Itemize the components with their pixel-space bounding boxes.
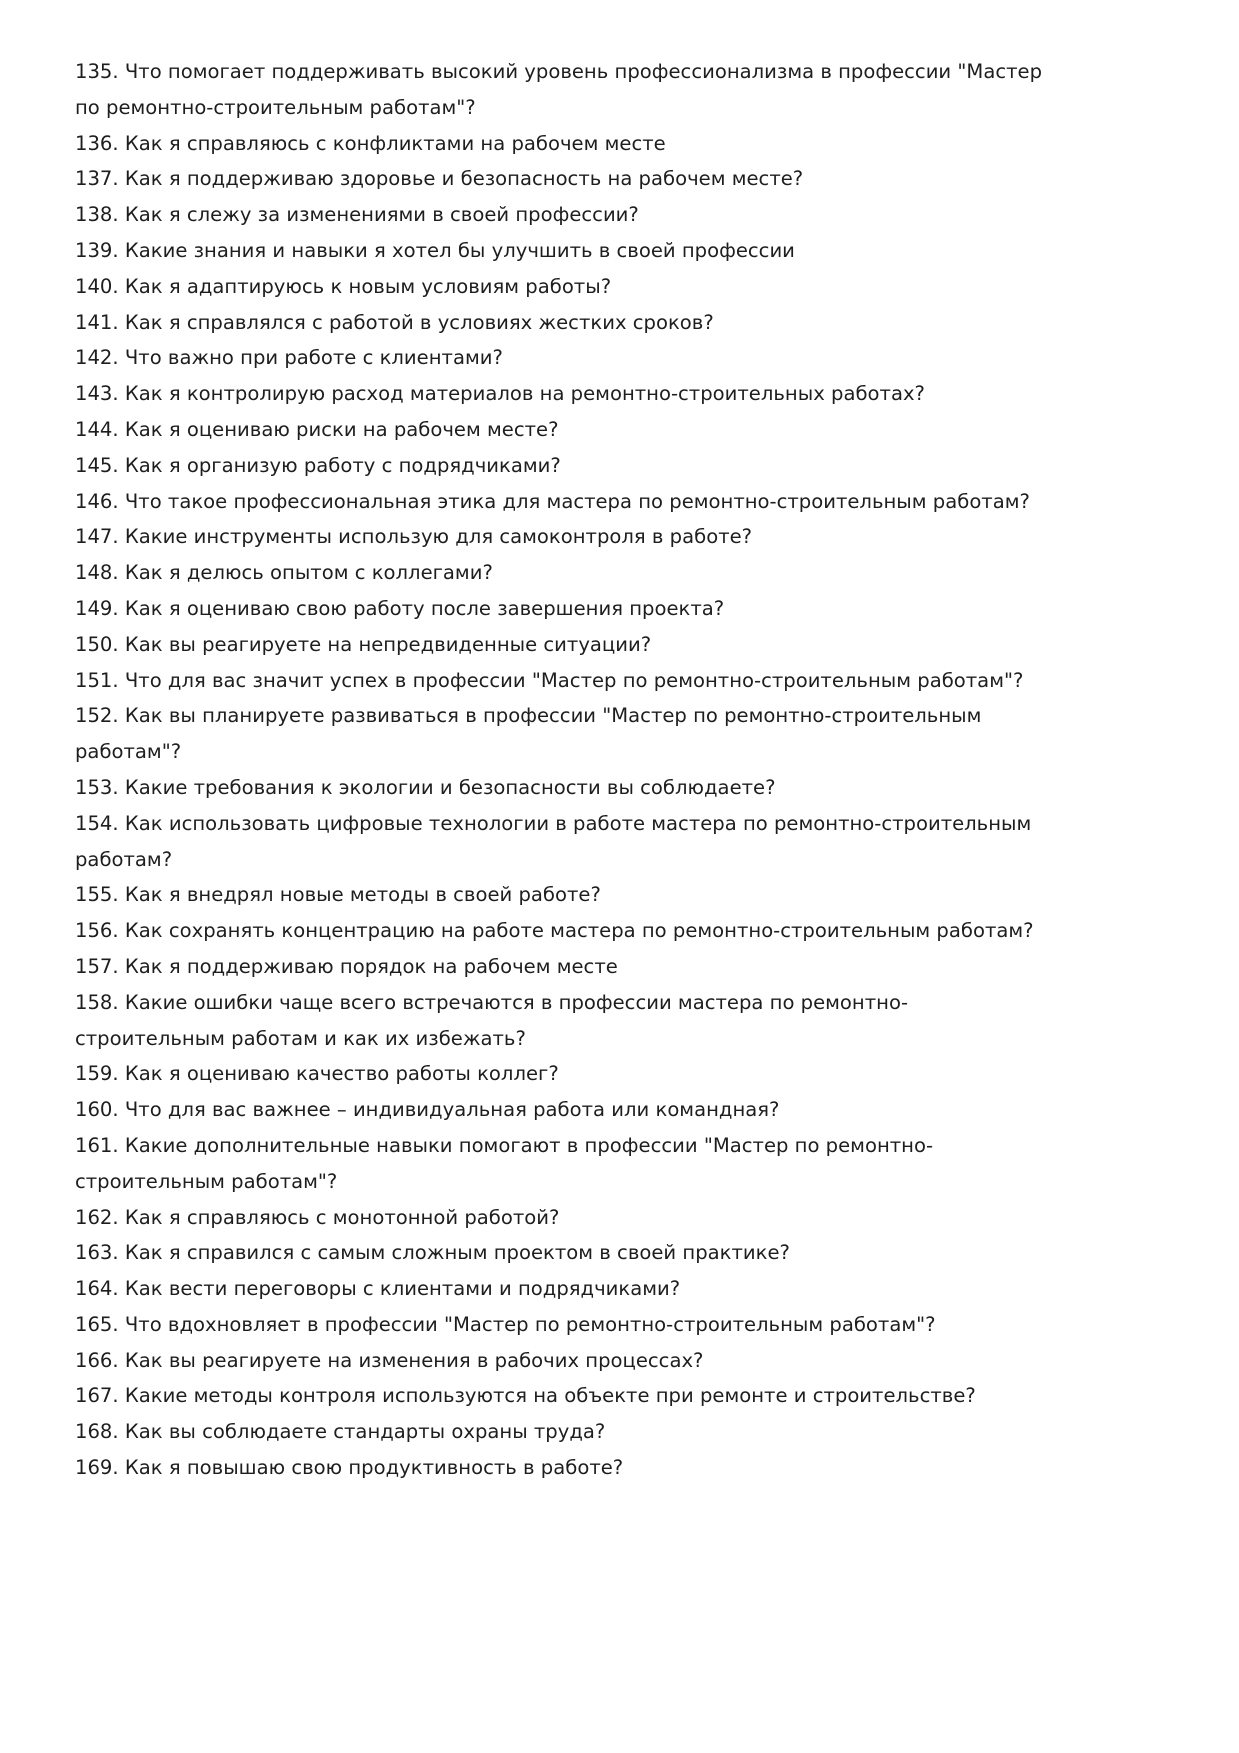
question-line: 161. Какие дополнительные навыки помогают в профессии "Мастер по ремонтно- xyxy=(75,1133,934,1157)
question-item xyxy=(75,1128,1042,1200)
question-item xyxy=(75,1092,1042,1128)
question-item xyxy=(75,126,1042,162)
question-line: 158. Какие ошибки чаще всего встречаются в профессии мастера по ремонтно- xyxy=(75,990,909,1014)
question-line: 136. Как я справляюсь с конфликтами на рабочем месте xyxy=(75,131,666,155)
question-line: 164. Как вести переговоры с клиентами и подрядчиками? xyxy=(75,1277,681,1301)
question-line: 148. Как я делюсь опытом с коллегами? xyxy=(75,561,493,585)
question-line: 157. Как я поддерживаю порядок на рабочем месте xyxy=(75,954,618,978)
question-item xyxy=(75,555,1042,591)
question-line: 160. Что для вас важнее – индивидуальная работа или командная? xyxy=(75,1098,780,1122)
question-line: 143. Как я контролирую расход материалов на ремонтно-строительных работах? xyxy=(75,382,925,406)
question-item xyxy=(75,340,1042,376)
question-item xyxy=(75,1235,1042,1271)
question-line: 144. Как я оцениваю риски на рабочем месте? xyxy=(75,417,559,441)
question-line: 167. Какие методы контроля используются на объекте при ремонте и строительстве? xyxy=(75,1384,976,1408)
question-line: работам? xyxy=(75,847,173,871)
question-line: 168. Как вы соблюдаете стандарты охраны труда? xyxy=(75,1420,606,1444)
question-line: 162. Как я справляюсь с монотонной работой? xyxy=(75,1205,560,1229)
question-item xyxy=(75,985,1042,1057)
question-item xyxy=(75,1307,1042,1343)
question-line: 165. Что вдохновляет в профессии "Мастер по ремонтно-строительным работам"? xyxy=(75,1312,936,1336)
question-item xyxy=(75,1414,1042,1450)
question-item xyxy=(75,913,1042,949)
question-item xyxy=(75,663,1042,699)
question-item xyxy=(75,233,1042,269)
question-line: 145. Как я организую работу с подрядчиками? xyxy=(75,453,561,477)
question-line: 135. Что помогает поддерживать высокий уровень профессионализма в профессии "Мастер xyxy=(75,60,1043,83)
question-line: 169. Как я повышаю свою продуктивность в работе? xyxy=(75,1456,624,1480)
question-line: 139. Какие знания и навыки я хотел бы улучшить в своей профессии xyxy=(75,238,795,262)
question-item xyxy=(75,698,1042,770)
question-item xyxy=(75,484,1042,520)
question-item xyxy=(75,412,1042,448)
question-line: 137. Как я поддерживаю здоровье и безопасность на рабочем месте? xyxy=(75,167,804,191)
question-line: 141. Как я справлялся с работой в условиях жестких сроков? xyxy=(75,310,714,334)
question-list xyxy=(75,54,1042,1486)
question-item xyxy=(75,627,1042,663)
question-line: 163. Как я справился с самым сложным проектом в своей практике? xyxy=(75,1241,790,1265)
question-item xyxy=(75,197,1042,233)
question-item xyxy=(75,448,1042,484)
question-line: 150. Как вы реагируете на непредвиденные ситуации? xyxy=(75,632,652,656)
question-line: строительным работам"? xyxy=(75,1169,338,1193)
question-line: 166. Как вы реагируете на изменения в рабочих процессах? xyxy=(75,1348,704,1372)
question-line: 159. Как я оцениваю качество работы коллег? xyxy=(75,1062,559,1086)
question-line: 138. Как я слежу за изменениями в своей профессии? xyxy=(75,203,639,227)
question-line: строительным работам и как их избежать? xyxy=(75,1026,526,1050)
question-line: 147. Какие инструменты использую для самоконтроля в работе? xyxy=(75,525,753,549)
question-item xyxy=(75,1200,1042,1236)
question-line: работам"? xyxy=(75,740,182,764)
question-item xyxy=(75,161,1042,197)
question-item xyxy=(75,519,1042,555)
question-item xyxy=(75,54,1042,126)
question-item xyxy=(75,806,1042,878)
question-item xyxy=(75,877,1042,913)
question-item xyxy=(75,269,1042,305)
question-line: 153. Какие требования к экологии и безопасности вы соблюдаете? xyxy=(75,775,776,799)
question-item xyxy=(75,1271,1042,1307)
question-item xyxy=(75,770,1042,806)
question-item xyxy=(75,376,1042,412)
question-line: 152. Как вы планируете развиваться в профессии "Мастер по ремонтно-строительным xyxy=(75,704,982,728)
question-item xyxy=(75,949,1042,985)
question-line: 154. Как использовать цифровые технологии в работе мастера по ремонтно-строительным xyxy=(75,811,1032,835)
question-line: 156. Как сохранять концентрацию на работе мастера по ремонтно-строительным работам? xyxy=(75,919,1034,943)
question-line: 149. Как я оцениваю свою работу после завершения проекта? xyxy=(75,596,725,620)
question-item xyxy=(75,305,1042,341)
question-line: 140. Как я адаптируюсь к новым условиям работы? xyxy=(75,274,612,298)
question-item xyxy=(75,1056,1042,1092)
question-item xyxy=(75,1378,1042,1414)
question-item xyxy=(75,591,1042,627)
question-item xyxy=(75,1450,1042,1486)
question-line: 146. Что такое профессиональная этика для мастера по ремонтно-строительным работам? xyxy=(75,489,1030,513)
question-line: 142. Что важно при работе с клиентами? xyxy=(75,346,503,370)
question-line: 151. Что для вас значит успех в профессии "Мастер по ремонтно-строительным работам"? xyxy=(75,668,1024,692)
question-item xyxy=(75,1343,1042,1379)
question-line: по ремонтно-строительным работам"? xyxy=(75,95,476,119)
question-line: 155. Как я внедрял новые методы в своей работе? xyxy=(75,883,601,907)
